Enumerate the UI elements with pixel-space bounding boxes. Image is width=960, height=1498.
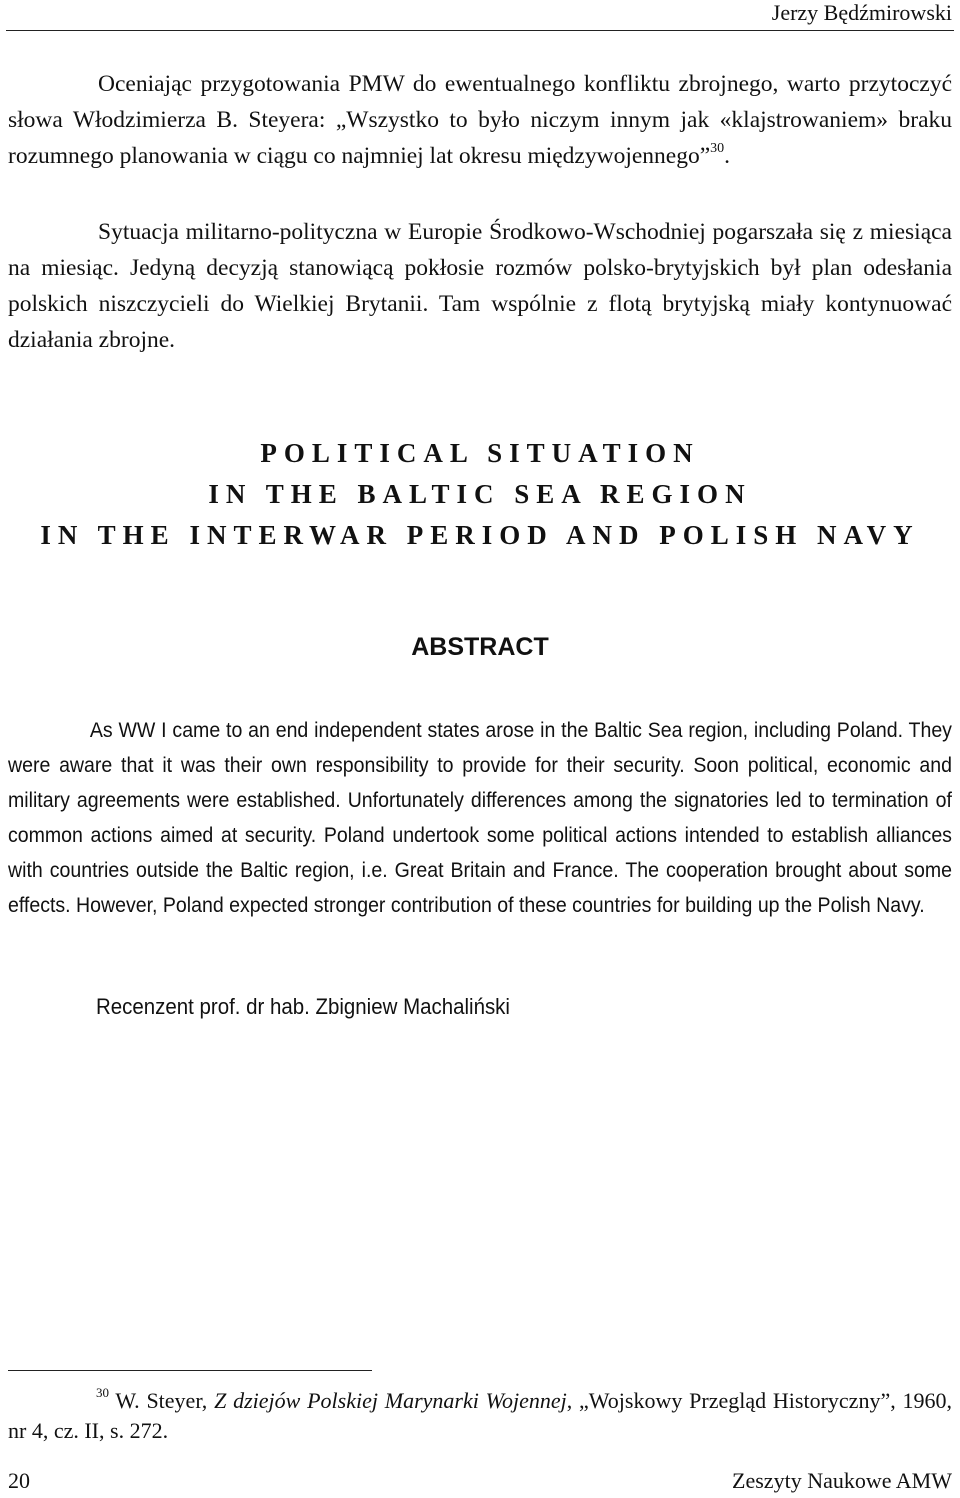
abstract-text: As WW I came to an end independent states arose in the Baltic Sea region, including Poland. They were aware that it was their own responsibility to provide for their security. Soon political, economic and military agreements were established. Unfortunately differences among the signatories led to termination of common actions aimed at security. Poland undertook some political actions intended to establish alliances with countries outside the Baltic region, i.e. Great Britain and France. The cooperation brought about some effects. However, Poland expected stronger contribution of these countries for building up the Polish Navy. bbox=[8, 719, 952, 917]
footnote-author: W. Steyer, bbox=[109, 1388, 215, 1413]
english-title-line-3: IN THE INTERWAR PERIOD AND POLISH NAVY bbox=[40, 520, 920, 550]
footnote-divider bbox=[8, 1370, 372, 1371]
paragraph-1-end: . bbox=[724, 143, 731, 169]
running-header-author: Jerzy Będźmirowski bbox=[771, 0, 952, 25]
footnote-30 bbox=[8, 1386, 952, 1446]
footnote-number: 30 bbox=[96, 1385, 109, 1400]
paragraph-1-text: Oceniając przygotowania PMW do ewentualnego konfliktu zbrojnego, warto przytoczyć słowa Włodzimierza B. Steyera: „Wszystko to było niczym innym jak «klajstrowaniem» braku rozumnego planowania w ciągu co najmniej lat okresu międzywojennego” bbox=[8, 71, 952, 169]
english-title-line-1: POLITICAL SITUATION bbox=[260, 438, 700, 468]
footnote-reference[interactable]: 30 bbox=[710, 141, 725, 156]
body-paragraph-2: Sytuacja militarno-polityczna w Europie Środkowo-Wschodniej pogarszała się z miesiąca na miesiąc. Jedyną decyzją stanowiącą pokłosie rozmów polsko-brytyjskich był plan odesłania polskich niszczycieli do Wielkiej Brytanii. Tam wspólnie z flotą brytyjską miały kontynuować działania zbrojne. bbox=[8, 219, 952, 353]
reviewer-credit: Recenzent prof. dr hab. Zbigniew Machaliński bbox=[96, 994, 510, 1019]
journal-name: Zeszyty Naukowe AMW bbox=[732, 1468, 952, 1493]
page-number: 20 bbox=[8, 1468, 30, 1493]
body-paragraph-1 bbox=[8, 66, 952, 174]
english-title-line-2: IN THE BALTIC SEA REGION bbox=[208, 479, 752, 509]
footnote-citation-rest: , „Wojskowy Przegląd Historyczny”, 1960, nr 4, cz. II, s. 272. bbox=[8, 1388, 953, 1443]
footnote-book-title: Z dziejów Polskiej Marynarki Wojennej bbox=[214, 1388, 567, 1413]
header-divider bbox=[6, 30, 954, 31]
abstract-heading: ABSTRACT bbox=[411, 633, 549, 661]
